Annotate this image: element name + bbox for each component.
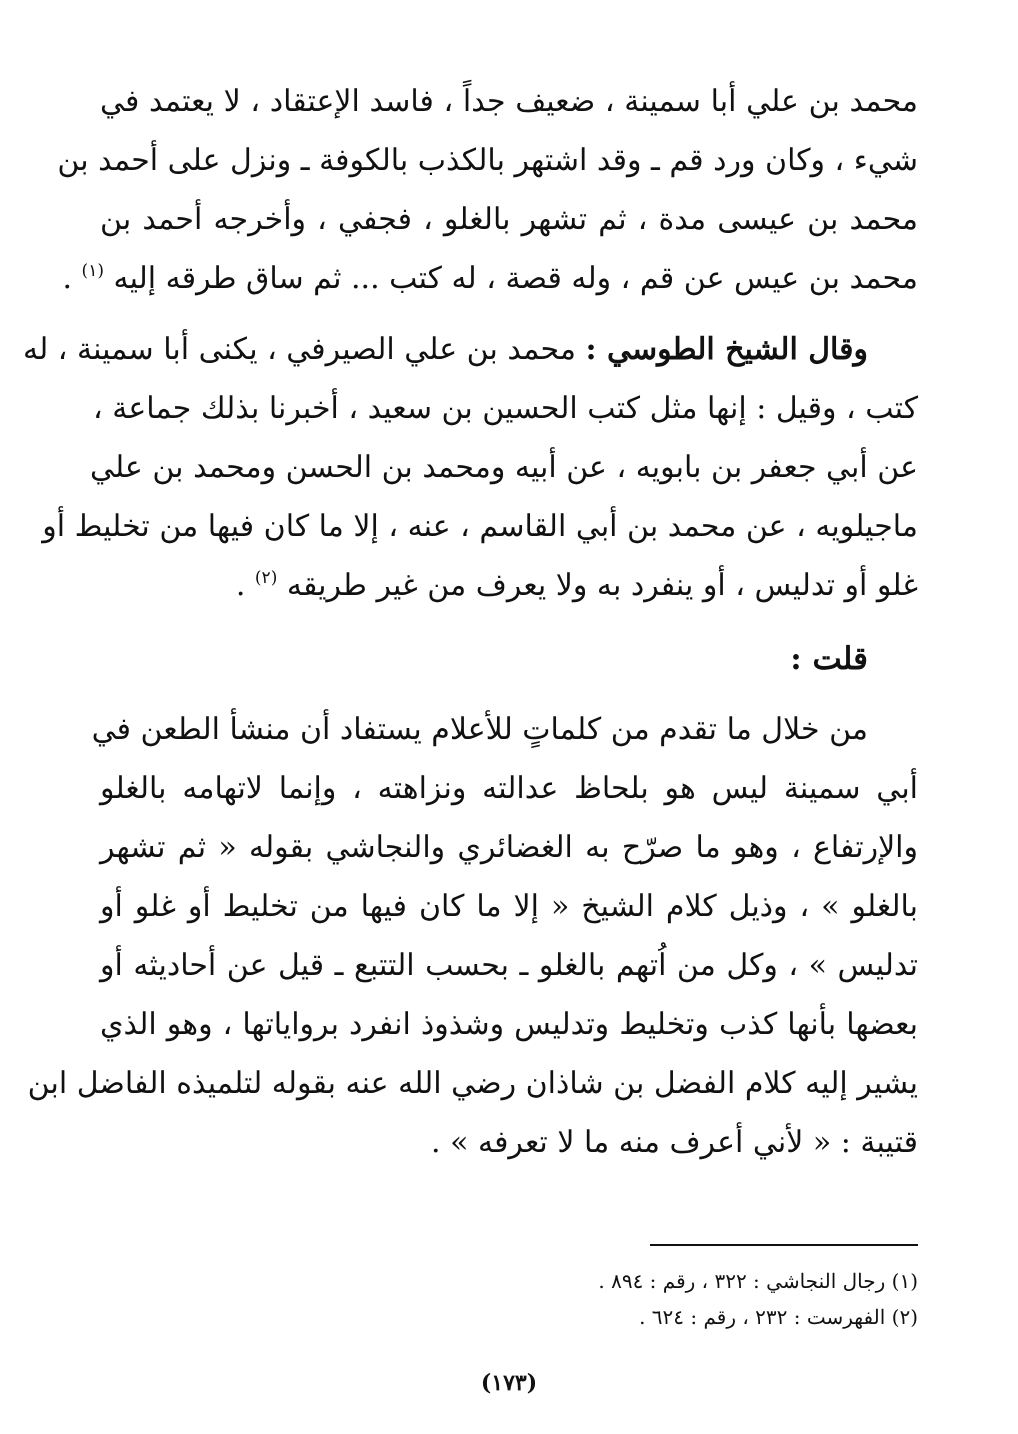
text-line	[23, 320, 918, 379]
text-line: أبي سمينة ليس هو بلحاظ عدالته ونزاهته ، وإنما لاتهامه بالغلو	[100, 771, 918, 806]
paragraph-3	[27, 700, 918, 1172]
text-line: محمد بن علي أبا سمينة ، ضعيف جداً ، فاسد الإعتقاد ، لا يعتمد في	[100, 84, 918, 119]
text-line	[62, 249, 918, 308]
footnote-ref-1[interactable]: (١)	[81, 261, 104, 281]
text-line: والإرتفاع ، وهو ما صرّح به الغضائري والنجاشي بقوله « ثم تشهر	[100, 830, 918, 865]
footnote-ref-2[interactable]: (٢)	[254, 568, 278, 588]
section-heading: قلت :	[790, 641, 868, 677]
text-segment: غلو أو تدليس ، أو ينفرد به ولا يعرف من غير طريقه	[286, 568, 918, 603]
text-segment: .	[235, 568, 255, 603]
text-line: بالغلو » ، وذيل كلام الشيخ « إلا ما كان فيها من تخليط أو غلو أو	[100, 889, 918, 924]
paragraph-lead: وقال الشيخ الطوسي :	[585, 332, 868, 367]
paragraph-2	[23, 320, 918, 615]
text-line: قتيبة : « لأني أعرف منه ما لا تعرفه » .	[431, 1125, 918, 1160]
footnote-1: (١) رجال النجاشي : ٣٢٢ ، رقم : ٨٩٤ .	[598, 1269, 918, 1293]
text-line: ماجيلويه ، عن محمد بن أبي القاسم ، عنه ، إلا ما كان فيها من تخليط أو	[42, 509, 918, 544]
footnote-divider	[650, 1244, 918, 1246]
page-number: (١٧٣)	[480, 1370, 538, 1396]
text-line: محمد بن عيسى مدة ، ثم تشهر بالغلو ، فجفي ، وأخرجه أحمد بن	[100, 202, 918, 237]
text-line: شيء ، وكان ورد قم ـ وقد اشتهر بالكذب بالكوفة ـ ونزل على أحمد بن	[57, 143, 918, 178]
text-line: كتب ، وقيل : إنها مثل كتب الحسين بن سعيد ، أخبرنا بذلك جماعة ،	[93, 391, 918, 426]
text-line: يشير إليه كلام الفضل بن شاذان رضي الله عنه بقوله لتلميذه الفاضل ابن	[27, 1066, 918, 1101]
text-line: عن أبي جعفر بن بابويه ، عن أبيه ومحمد بن الحسن ومحمد بن علي	[89, 450, 918, 485]
text-line: من خلال ما تقدم من كلماتٍ للأعلام يستفاد أن منشأ الطعن في	[91, 712, 868, 747]
text-line: بعضها بأنها كذب وتخليط وتدليس وشذوذ انفرد برواياتها ، وهو الذي	[100, 1007, 918, 1042]
paragraph-1	[57, 72, 918, 308]
text-segment: .	[62, 261, 82, 296]
text-line	[100, 556, 918, 615]
text-line: تدليس » ، وكل من اُتهم بالغلو ـ بحسب التتبع ـ قيل عن أحاديثه أو	[100, 948, 918, 983]
footnote-2: (٢) الفهرست : ٢٣٢ ، رقم : ٦٢٤ .	[639, 1305, 918, 1329]
text-segment: محمد بن علي الصيرفي ، يكنى أبا سمينة ، له	[23, 332, 586, 367]
text-segment: محمد بن عيس عن قم ، وله قصة ، له كتب ... ثم ساق طرقه إليه	[113, 261, 918, 296]
